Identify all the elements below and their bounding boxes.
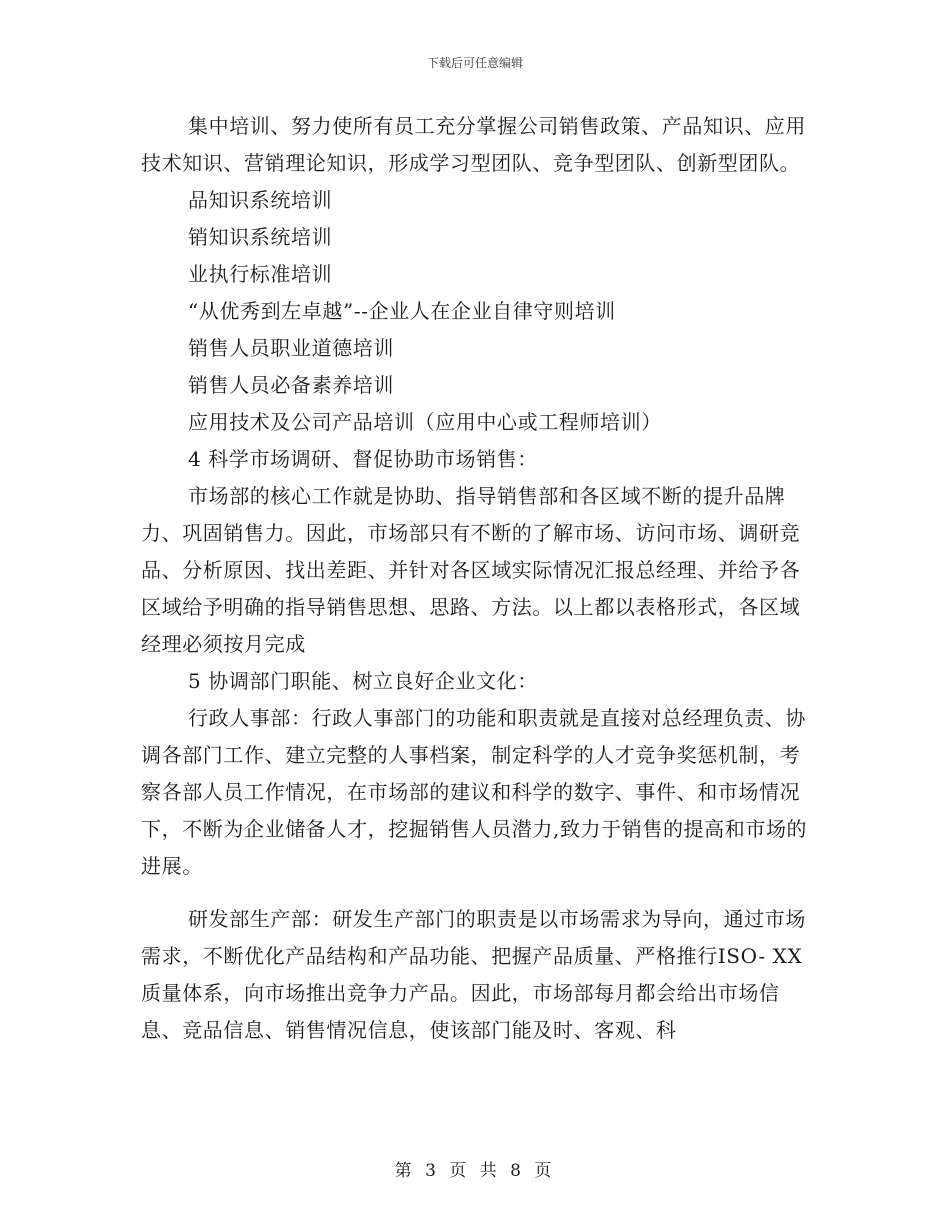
section-heading-5: 5 协调部门职能、树立良好企业文化： — [188, 669, 538, 693]
list-item-standards: 业执行标准培训 — [188, 262, 333, 286]
document-body — [141, 108, 813, 1049]
list-item-qualities: 销售人员必备素养培训 — [188, 373, 394, 397]
paragraph-admin-hr: 行政人事部：行政人事部门的功能和职责就是直接对总经理负责、协调各部门工作、建立完整的人事档案，制定科学的人才竞争奖惩机制，考察各部人员工作情况，在市场部的建议和科学的数字、事件、和市场情况下，不断为企业储备人才，挖掘销售人员潜力,致力于销售的提高和市场的进展。 — [141, 706, 808, 878]
list-item-excellence: “从优秀到左卓越”--企业人在企业自律守则培训 — [188, 299, 616, 323]
page-header: 下载后可任意编辑 — [426, 56, 523, 70]
list-item-sales-knowledge: 销知识系统培训 — [188, 225, 333, 249]
paragraph-training-intro: 集中培训、努力使所有员工充分掌握公司销售政策、产品知识、应用技术知识、营销理论知识，形成学习型团队、竞争型团队、创新型团队。 — [141, 114, 806, 175]
list-item-tech-training: 应用技术及公司产品培训（应用中心或工程师培训） — [188, 410, 662, 434]
section-heading-4: 4 科学市场调研、督促协助市场销售： — [188, 447, 538, 471]
paragraph-rd-production: 研发部生产部：研发生产部门的职责是以市场需求为导向，通过市场需求，不断优化产品结构和产品功能、把握产品质量、严格推行ISO- XX质量体系，向市场推出竞争力产品。因此，市场部每月都会给出市场信息、竞品信息、销售情况信息，使该部门能及时、客观、科 — [141, 907, 806, 1042]
list-item-ethics: 销售人员职业道德培训 — [188, 336, 394, 360]
page-number: 第 3 页 共 8 页 — [394, 1161, 556, 1181]
paragraph-market-research: 市场部的核心工作就是协助、指导销售部和各区域不断的提升品牌力、巩固销售力。因此，市场部只有不断的了解市场、访问市场、调研竞品、分析原因、找出差距、并针对各区域实际情况汇报总经理、并给予各区域给予明确的指导销售思想、思路、方法。以上都以表格形式，各区域经理必须按月完成 — [141, 484, 801, 656]
list-item-product-knowledge: 品知识系统培训 — [188, 188, 333, 212]
